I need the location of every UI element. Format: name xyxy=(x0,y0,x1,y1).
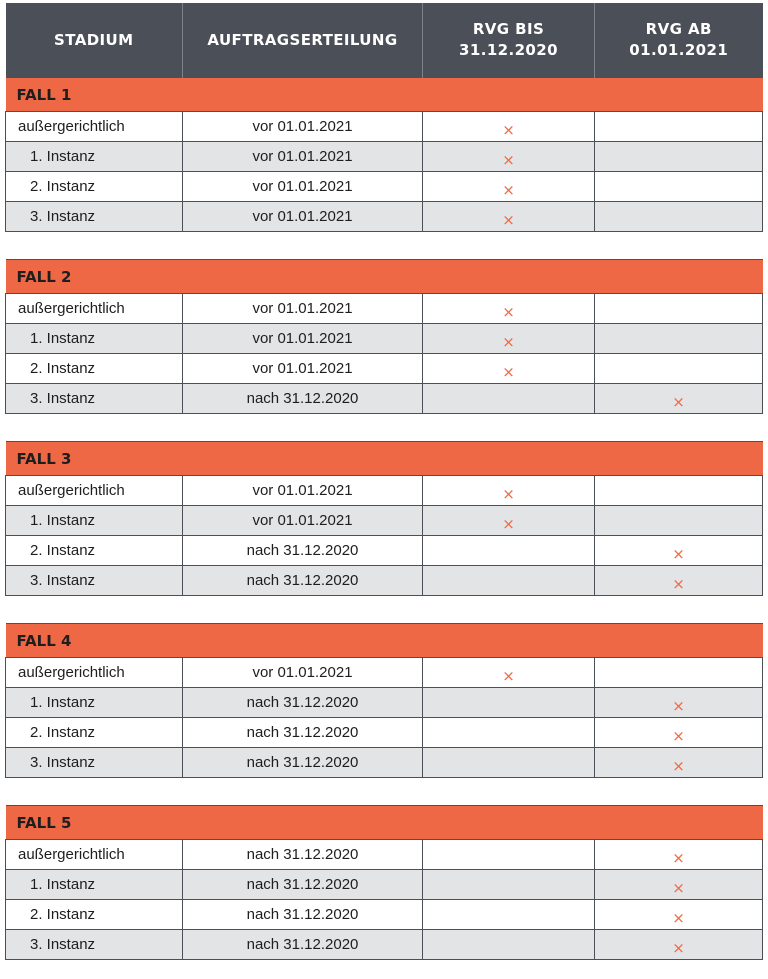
header-rvg-bis-line2: 31.12.2020 xyxy=(459,41,558,59)
cross-mark-icon: × xyxy=(672,696,685,715)
table-row xyxy=(6,566,763,596)
case-title: FALL 4 xyxy=(6,624,763,658)
cell-rvg-bis xyxy=(423,354,595,384)
cross-mark-icon: × xyxy=(672,392,685,411)
table-row xyxy=(6,718,763,748)
cell-stadium: 2. Instanz xyxy=(6,900,183,930)
cross-mark-icon: × xyxy=(672,756,685,775)
cell-rvg-bis xyxy=(423,384,595,414)
header-auftragserteilung: AUFTRAGSERTEILUNG xyxy=(183,3,423,78)
cell-auftragserteilung: nach 31.12.2020 xyxy=(183,566,423,596)
cell-stadium: außergerichtlich xyxy=(6,294,183,324)
cell-auftragserteilung: vor 01.01.2021 xyxy=(183,294,423,324)
cell-rvg-bis xyxy=(423,112,595,142)
table-row xyxy=(6,748,763,778)
header-rvg-ab xyxy=(595,3,763,78)
cross-mark-icon: × xyxy=(502,362,515,381)
cell-auftragserteilung: vor 01.01.2021 xyxy=(183,476,423,506)
table-row xyxy=(6,476,763,506)
cross-mark-icon: × xyxy=(502,666,515,685)
header-rvg-ab-line2: 01.01.2021 xyxy=(629,41,729,59)
cell-stadium: 1. Instanz xyxy=(6,324,183,354)
header-rvg-bis-line1: RVG BIS xyxy=(472,20,545,38)
case-header-row xyxy=(6,442,763,476)
cell-auftragserteilung: vor 01.01.2021 xyxy=(183,658,423,688)
cross-mark-icon: × xyxy=(672,908,685,927)
cell-rvg-bis xyxy=(423,324,595,354)
cell-rvg-ab xyxy=(595,354,763,384)
cell-stadium: 1. Instanz xyxy=(6,688,183,718)
cell-rvg-bis xyxy=(423,294,595,324)
cell-rvg-ab xyxy=(595,112,763,142)
cross-mark-icon: × xyxy=(502,120,515,139)
table-body xyxy=(6,78,763,960)
cross-mark-icon: × xyxy=(502,180,515,199)
cell-stadium: außergerichtlich xyxy=(6,840,183,870)
cell-auftragserteilung: nach 31.12.2020 xyxy=(183,718,423,748)
cell-auftragserteilung: vor 01.01.2021 xyxy=(183,506,423,536)
cell-rvg-ab xyxy=(595,930,763,960)
cell-rvg-ab xyxy=(595,536,763,566)
cell-rvg-ab xyxy=(595,840,763,870)
table-row xyxy=(6,324,763,354)
cross-mark-icon: × xyxy=(672,938,685,957)
cell-rvg-bis xyxy=(423,840,595,870)
case-spacer xyxy=(6,232,763,260)
table-row xyxy=(6,294,763,324)
case-title: FALL 1 xyxy=(6,78,763,112)
cell-rvg-ab xyxy=(595,384,763,414)
cell-auftragserteilung: nach 31.12.2020 xyxy=(183,930,423,960)
cross-mark-icon: × xyxy=(502,210,515,229)
table-row xyxy=(6,658,763,688)
cell-auftragserteilung: nach 31.12.2020 xyxy=(183,536,423,566)
case-title: FALL 5 xyxy=(6,806,763,840)
table-row xyxy=(6,900,763,930)
case-spacer-cell xyxy=(6,414,763,442)
cell-stadium: 3. Instanz xyxy=(6,748,183,778)
case-title: FALL 2 xyxy=(6,260,763,294)
cell-rvg-ab xyxy=(595,870,763,900)
cell-stadium: außergerichtlich xyxy=(6,112,183,142)
table-row xyxy=(6,112,763,142)
cell-stadium: 2. Instanz xyxy=(6,354,183,384)
table-row xyxy=(6,870,763,900)
case-spacer-cell xyxy=(6,232,763,260)
cell-rvg-bis xyxy=(423,506,595,536)
cell-stadium: 3. Instanz xyxy=(6,566,183,596)
cell-auftragserteilung: vor 01.01.2021 xyxy=(183,172,423,202)
cell-rvg-bis xyxy=(423,536,595,566)
cell-rvg-bis xyxy=(423,476,595,506)
header-rvg-bis xyxy=(423,3,595,78)
cell-auftragserteilung: vor 01.01.2021 xyxy=(183,142,423,172)
case-spacer-cell xyxy=(6,596,763,624)
cell-rvg-ab xyxy=(595,324,763,354)
cell-rvg-ab xyxy=(595,566,763,596)
cell-rvg-ab xyxy=(595,202,763,232)
cell-rvg-bis xyxy=(423,748,595,778)
cell-stadium: 2. Instanz xyxy=(6,718,183,748)
cell-auftragserteilung: vor 01.01.2021 xyxy=(183,354,423,384)
cell-rvg-ab xyxy=(595,658,763,688)
cross-mark-icon: × xyxy=(502,484,515,503)
cell-auftragserteilung: nach 31.12.2020 xyxy=(183,748,423,778)
table-row xyxy=(6,688,763,718)
header-rvg-ab-line1: RVG AB xyxy=(645,20,712,38)
cell-stadium: 1. Instanz xyxy=(6,506,183,536)
cell-rvg-ab xyxy=(595,294,763,324)
cell-stadium: außergerichtlich xyxy=(6,658,183,688)
rvg-transition-table-container xyxy=(5,3,762,960)
header-row xyxy=(6,3,763,78)
table-row xyxy=(6,354,763,384)
case-title: FALL 3 xyxy=(6,442,763,476)
cross-mark-icon: × xyxy=(502,302,515,321)
table-row xyxy=(6,930,763,960)
cell-stadium: 2. Instanz xyxy=(6,536,183,566)
cross-mark-icon: × xyxy=(672,726,685,745)
header-stadium: STADIUM xyxy=(6,3,183,78)
cell-auftragserteilung: nach 31.12.2020 xyxy=(183,688,423,718)
cell-rvg-ab xyxy=(595,506,763,536)
cell-rvg-bis xyxy=(423,688,595,718)
case-spacer xyxy=(6,596,763,624)
rvg-transition-table xyxy=(5,3,763,960)
cell-rvg-ab xyxy=(595,900,763,930)
case-spacer-cell xyxy=(6,778,763,806)
cell-stadium: 3. Instanz xyxy=(6,930,183,960)
cell-stadium: 3. Instanz xyxy=(6,384,183,414)
cell-rvg-ab xyxy=(595,748,763,778)
cell-auftragserteilung: nach 31.12.2020 xyxy=(183,900,423,930)
cell-auftragserteilung: nach 31.12.2020 xyxy=(183,870,423,900)
cross-mark-icon: × xyxy=(672,878,685,897)
cell-rvg-bis xyxy=(423,658,595,688)
cell-rvg-ab xyxy=(595,142,763,172)
cell-rvg-bis xyxy=(423,202,595,232)
cell-auftragserteilung: nach 31.12.2020 xyxy=(183,840,423,870)
cell-stadium: 1. Instanz xyxy=(6,142,183,172)
table-row xyxy=(6,536,763,566)
cross-mark-icon: × xyxy=(672,574,685,593)
cell-rvg-ab xyxy=(595,718,763,748)
table-row xyxy=(6,384,763,414)
case-spacer xyxy=(6,778,763,806)
cell-rvg-bis xyxy=(423,172,595,202)
cell-auftragserteilung: nach 31.12.2020 xyxy=(183,384,423,414)
cell-rvg-ab xyxy=(595,476,763,506)
cross-mark-icon: × xyxy=(502,514,515,533)
cross-mark-icon: × xyxy=(672,544,685,563)
cell-auftragserteilung: vor 01.01.2021 xyxy=(183,324,423,354)
table-row xyxy=(6,506,763,536)
cell-rvg-bis xyxy=(423,142,595,172)
table-row xyxy=(6,202,763,232)
cell-auftragserteilung: vor 01.01.2021 xyxy=(183,112,423,142)
cell-rvg-bis xyxy=(423,566,595,596)
case-header-row xyxy=(6,78,763,112)
cell-rvg-ab xyxy=(595,688,763,718)
case-spacer xyxy=(6,414,763,442)
table-header xyxy=(6,3,763,78)
case-header-row xyxy=(6,260,763,294)
cell-auftragserteilung: vor 01.01.2021 xyxy=(183,202,423,232)
case-header-row xyxy=(6,806,763,840)
cell-rvg-bis xyxy=(423,870,595,900)
table-row xyxy=(6,172,763,202)
cell-stadium: 1. Instanz xyxy=(6,870,183,900)
table-row xyxy=(6,142,763,172)
cross-mark-icon: × xyxy=(502,332,515,351)
cell-stadium: außergerichtlich xyxy=(6,476,183,506)
cell-rvg-bis xyxy=(423,718,595,748)
cell-stadium: 2. Instanz xyxy=(6,172,183,202)
cell-rvg-bis xyxy=(423,930,595,960)
cross-mark-icon: × xyxy=(502,150,515,169)
table-row xyxy=(6,840,763,870)
cell-rvg-ab xyxy=(595,172,763,202)
cross-mark-icon: × xyxy=(672,848,685,867)
case-header-row xyxy=(6,624,763,658)
cell-stadium: 3. Instanz xyxy=(6,202,183,232)
cell-rvg-bis xyxy=(423,900,595,930)
